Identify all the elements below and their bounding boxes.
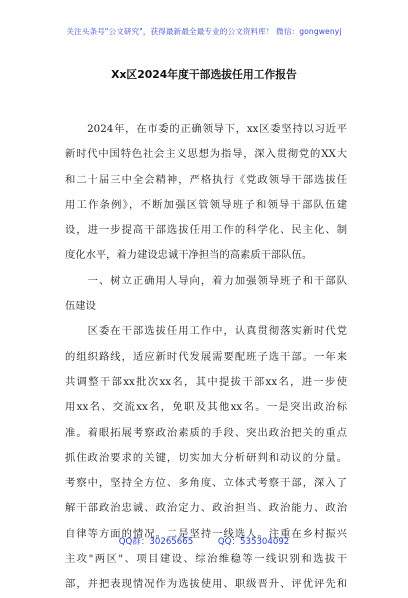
body-text-line: 伍建设 xyxy=(65,300,96,313)
body-text-line: 准。着眼拓展考察政治素质的手段、突出政治把关的重点 xyxy=(65,426,347,439)
body-text-line: 用xx名、交流xx名，免职及其他xx名。一是突出政治标 xyxy=(65,401,347,414)
document-title: Xx区2024年度干部选拔任用工作报告 xyxy=(111,68,297,81)
qq-contact-text: QQ：535304092 xyxy=(217,537,290,547)
body-text-line: 自律等方面的情况。二是坚持一线选人。注重在乡村振兴 xyxy=(65,527,347,540)
body-text-line: 共调整干部xx批次xx名，其中提拔干部xx名，进一步使 xyxy=(65,375,347,388)
header-banner: 关注头条号"公文研究"，获得最新最全最专业的公文资料库！ 微信：gongwenyj xyxy=(66,27,342,36)
body-text-line: 用工作条例》，不断加强区管领导班子和领导干部队伍建 xyxy=(65,198,347,211)
body-text-line: 部，并把表现情况作为选拔使用、职级晋升、评优评先和 xyxy=(65,578,347,591)
footer-contact xyxy=(0,535,408,547)
body-text-line: 一、树立正确用人导向，着力加强领导班子和干部队 xyxy=(65,274,347,287)
body-text-line: 抓住政治要求的关键，切实加大分析研判和动议的分量。 xyxy=(65,451,347,464)
body-text-line: 的组织路线，适应新时代发展需要配班子选干部。一年来 xyxy=(65,350,347,363)
body-text-line: 新时代中国特色社会主义思想为指导，深入贯彻党的XX大 xyxy=(65,148,347,161)
body-text-line: 和二十届三中全会精神，严格执行《党政领导干部选拔任 xyxy=(65,173,347,186)
document-body xyxy=(65,117,347,598)
body-text-line: 2024年，在市委的正确领导下，xx区委坚持以习近平 xyxy=(65,123,347,135)
body-text-line: 设，进一步提高干部选拔任用工作的科学化、民主化、制 xyxy=(65,224,347,237)
body-text-line: 主攻"两区"、项目建设、综治维稳等一线识别和选拔干 xyxy=(65,553,347,566)
body-text-line: 解干部政治忠诚、政治定力、政治担当、政治能力、政治 xyxy=(65,502,347,515)
body-text-line: 度化水平，着力建设忠诚干净担当的高素质干部队伍。 xyxy=(65,249,313,262)
qq-group-text: QQ群：30265665 xyxy=(118,537,194,547)
body-text-line: 区委在干部选拔任用工作中，认真贯彻落实新时代党 xyxy=(65,325,347,338)
body-text-line: 考察中，坚持全方位、多角度、立体式考察干部，深入了 xyxy=(65,477,347,490)
